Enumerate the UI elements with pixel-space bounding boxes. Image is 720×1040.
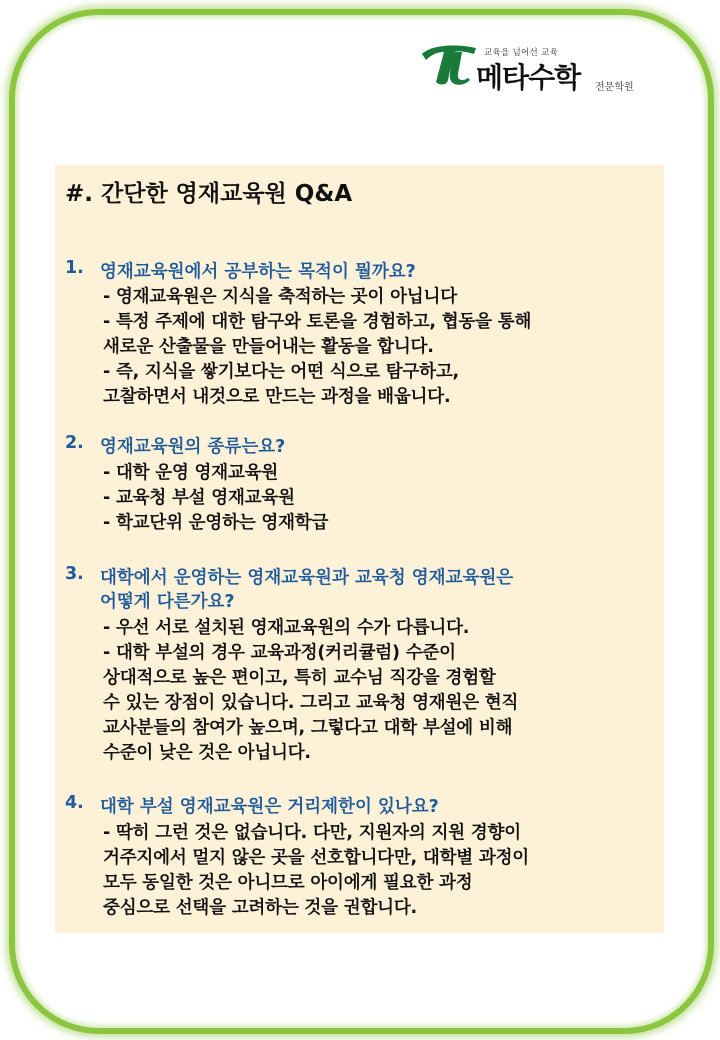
answer-line: 고찰하면서 내것으로 만드는 과정을 배웁니다. xyxy=(103,387,451,407)
academy-logo xyxy=(418,40,658,94)
question-text: 영재교육원의 종류는요? xyxy=(100,437,286,457)
logo-tagline: 교육을 넘어선 교육 xyxy=(484,48,559,58)
question-number: 2. xyxy=(65,433,84,453)
answer-line: - 교육청 부설 영재교육원 xyxy=(103,488,295,508)
question-text: 대학 부설 영재교육원은 거리제한이 있나요? xyxy=(100,797,439,817)
answer-line: - 특정 주제에 대한 탐구와 토론을 경험하고, 협동을 통해 xyxy=(103,312,532,332)
question-text: 대학에서 운영하는 영재교육원과 교육청 영재교육원은 xyxy=(100,568,514,588)
answer-line: 모두 동일한 것은 아니므로 아이에게 필요한 과정 xyxy=(103,873,473,893)
answer-line: 수 있는 장점이 있습니다. 그리고 교육청 영재원은 현직 xyxy=(103,693,519,713)
question-number: 4. xyxy=(65,793,84,813)
question-number: 1. xyxy=(65,258,84,278)
answer-line: 중심으로 선택을 고려하는 것을 권합니다. xyxy=(103,898,418,918)
answer-line: - 딱히 그런 것은 없습니다. 다만, 지원자의 지원 경향이 xyxy=(103,823,521,843)
answer-line: - 대학 부설의 경우 교육과정(커리큘럼) 수준이 xyxy=(103,643,456,663)
answer-line: 상대적으로 높은 편이고, 특히 교수님 직강을 경험할 xyxy=(103,668,496,688)
logo-subtitle: 전문학원 xyxy=(595,82,634,93)
question-text: 어떻게 다른가요? xyxy=(100,592,235,612)
answer-line: - 학교단위 운영하는 영재학급 xyxy=(103,513,329,533)
pi-logo-icon xyxy=(418,40,480,88)
answer-line: - 영재교육원은 지식을 축적하는 곳이 아닙니다 xyxy=(103,287,457,307)
answer-line: 거주지에서 멀지 않은 곳을 선호합니다만, 대학별 과정이 xyxy=(103,848,530,868)
answer-line: 교사분들의 참여가 높으며, 그렇다고 대학 부설에 비해 xyxy=(103,718,513,738)
page-title: #. 간단한 영재교육원 Q&A xyxy=(65,181,353,207)
answer-line: 수준이 낮은 것은 아닙니다. xyxy=(103,743,311,763)
logo-name: 메타수학 xyxy=(476,61,581,94)
question-number: 3. xyxy=(65,564,84,584)
answer-line: 새로운 산출물을 만들어내는 활동을 합니다. xyxy=(103,337,434,357)
answer-line: - 대학 운영 영재교육원 xyxy=(103,463,279,483)
question-text: 영재교육원에서 공부하는 목적이 뭘까요? xyxy=(100,262,416,282)
answer-line: - 우선 서로 설치된 영재교육원의 수가 다릅니다. xyxy=(103,618,470,638)
qa-panel xyxy=(55,165,664,933)
answer-line: - 즉, 지식을 쌓기보다는 어떤 식으로 탐구하고, xyxy=(103,362,460,382)
